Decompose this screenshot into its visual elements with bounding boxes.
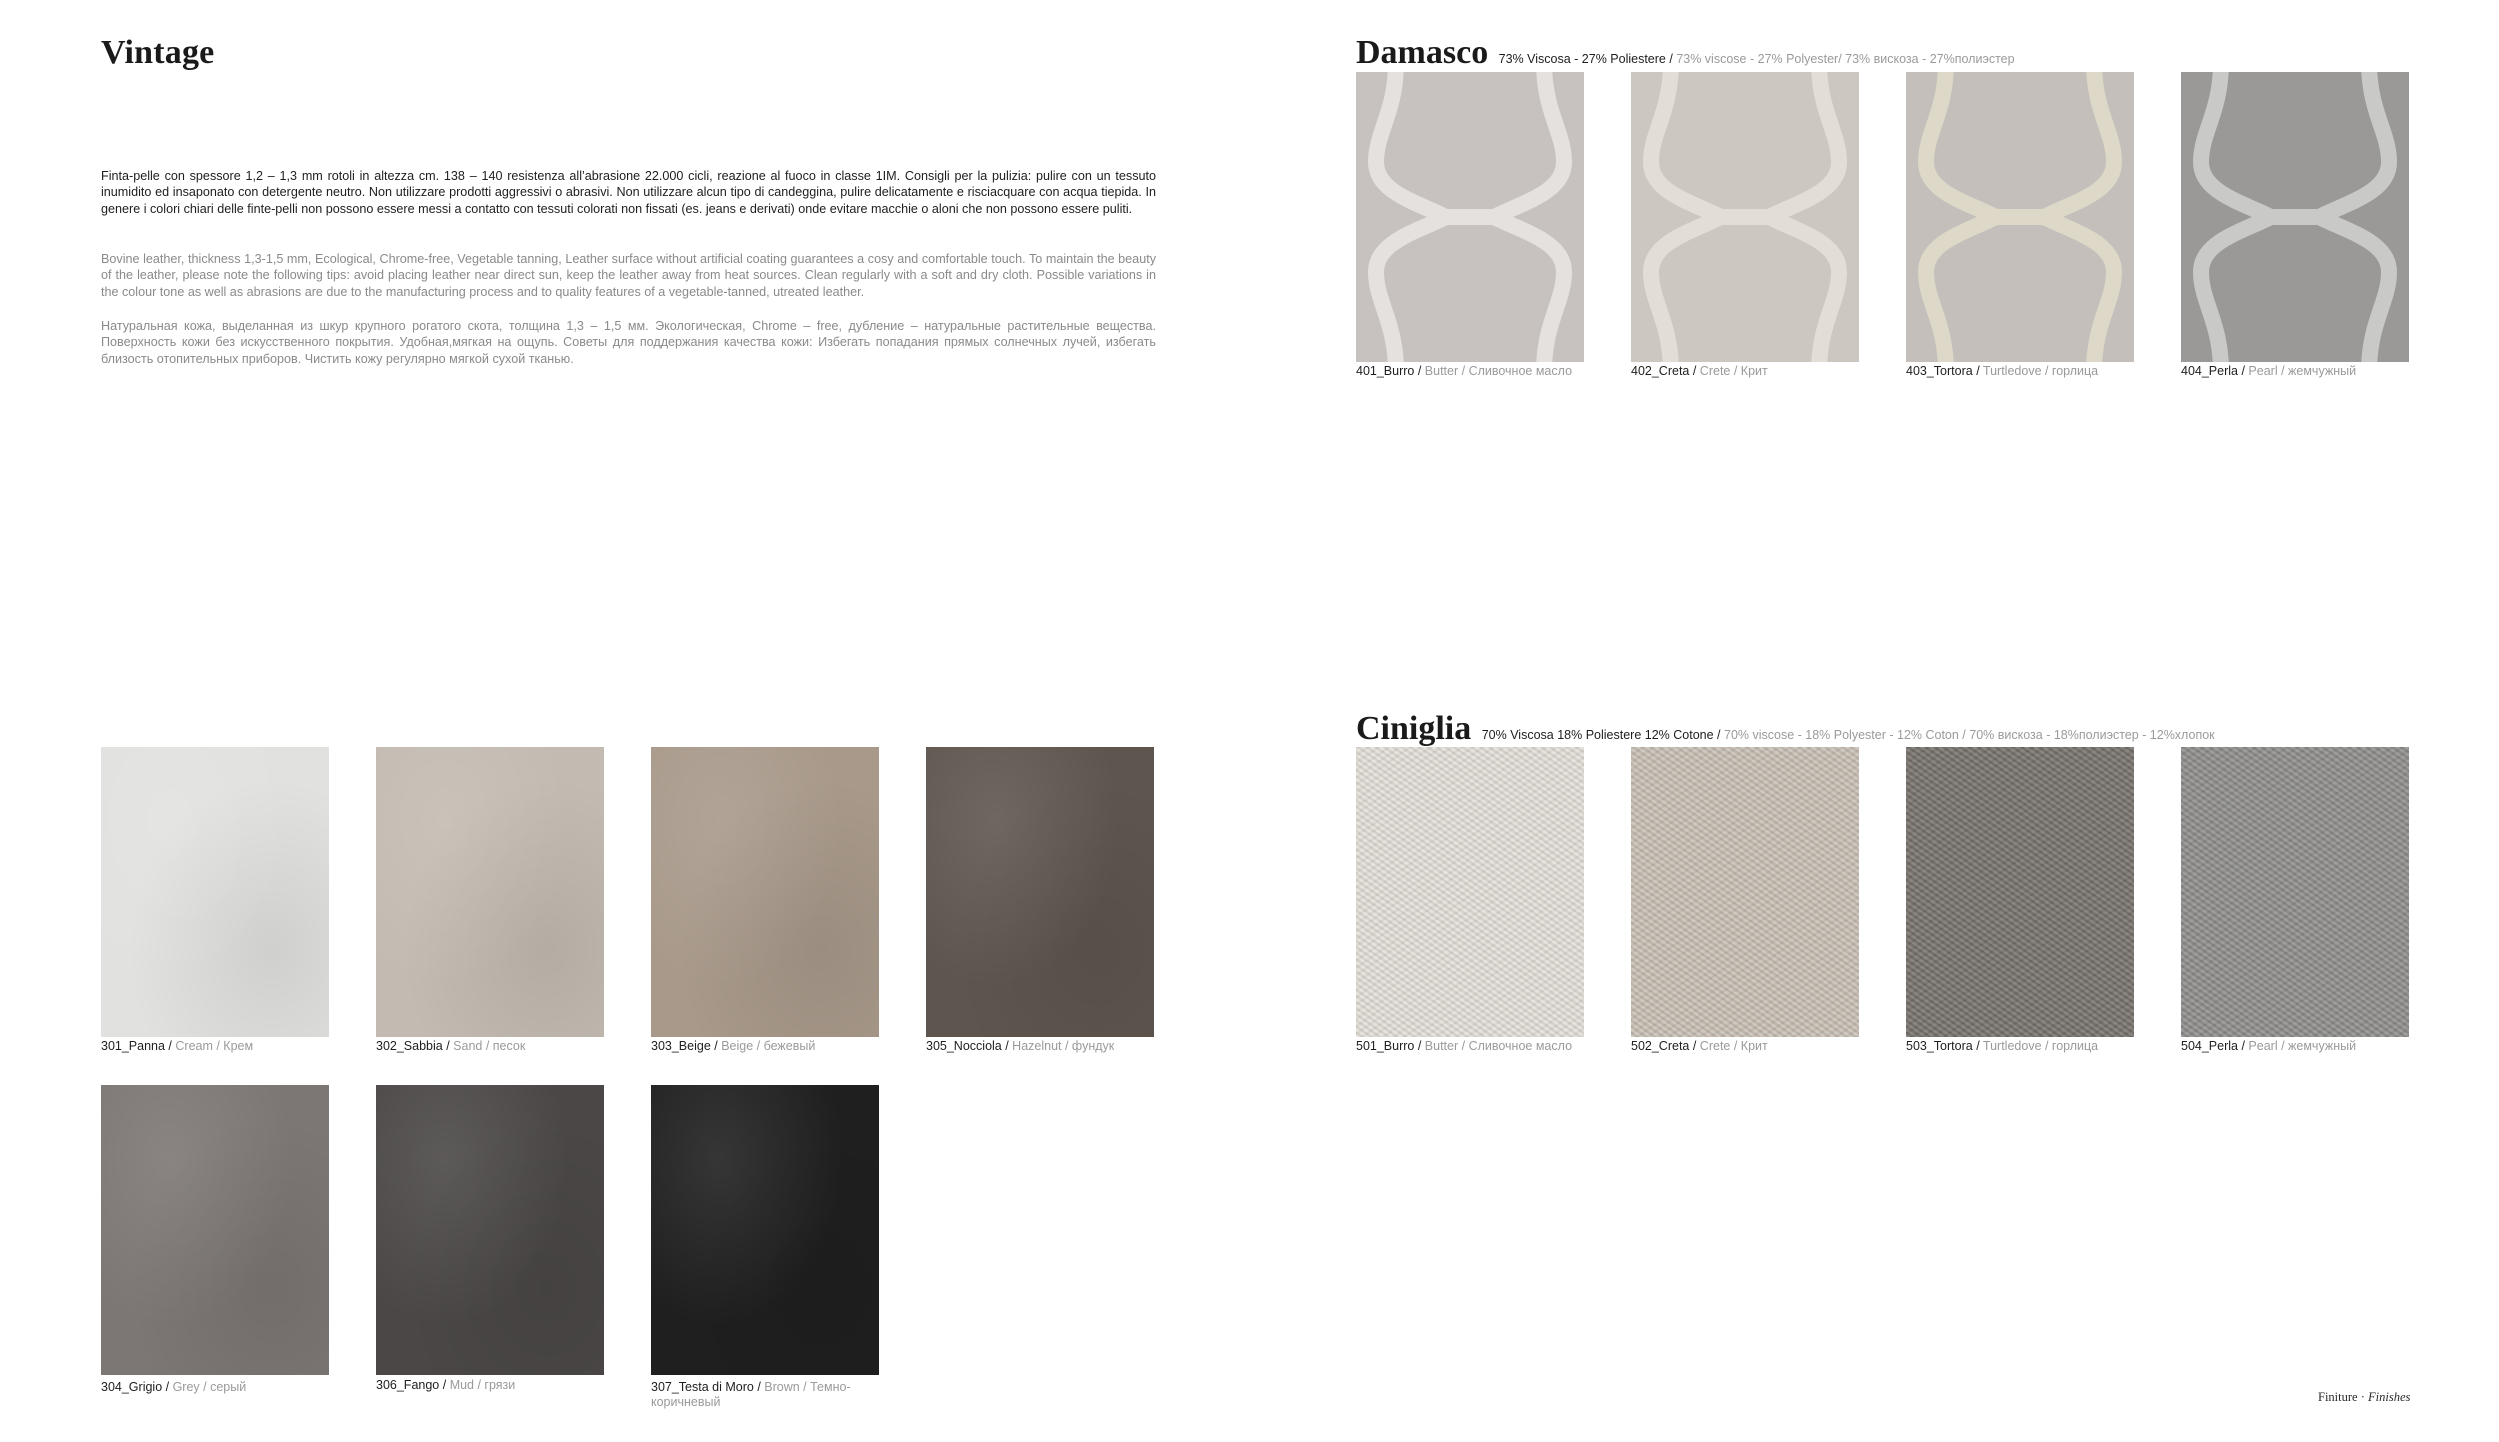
swatch-translation: Mud / грязи [449, 1378, 516, 1392]
ciniglia-composition-translations: 70% viscose - 18% Polyester - 12% Coton / 70% вискоза - 18%полиэстер - 12%хлопок [1724, 728, 2215, 742]
swatch-code: 502_Creta [1631, 1039, 1690, 1053]
ciniglia-title: Ciniglia [1356, 710, 1472, 747]
swatch-translation: Hazelnut / фундук [1012, 1039, 1115, 1053]
swatch-code: 305_Nocciola [926, 1039, 1002, 1053]
damasco-composition [1499, 52, 2015, 66]
caption-vintage-grigio: 304_Grigio / Grey / серый [101, 1380, 247, 1394]
vintage-title: Vintage [101, 34, 215, 71]
caption-ciniglia-tortora: 503_Tortora / Turtledove / горлица [1906, 1039, 2099, 1053]
swatch-code: 302_Sabbia [376, 1039, 443, 1053]
swatch-translation: Crete / Крит [1699, 1039, 1768, 1053]
swatch-damasco-tortora [1906, 72, 2134, 362]
swatch-code: 504_Perla [2181, 1039, 2238, 1053]
caption-damasco-creta: 402_Creta / Crete / Крит [1631, 364, 1768, 378]
footer-label-italic: Finishes [2368, 1390, 2411, 1404]
swatch-code: 402_Creta [1631, 364, 1690, 378]
swatch-code: 306_Fango [376, 1378, 440, 1392]
swatch-ciniglia-tortora [1906, 747, 2134, 1037]
swatch-ciniglia-creta [1631, 747, 1859, 1037]
caption-ciniglia-burro: 501_Burro / Butter / Сливочное масло [1356, 1039, 1573, 1053]
swatch-vintage-grigio [101, 1085, 329, 1375]
swatch-translation: Beige / бежевый [721, 1039, 816, 1053]
caption-ciniglia-creta: 502_Creta / Crete / Крит [1631, 1039, 1768, 1053]
swatch-translation: Pearl / жемчужный [2248, 364, 2357, 378]
swatch-ciniglia-burro [1356, 747, 1584, 1037]
swatch-code: 501_Burro [1356, 1039, 1415, 1053]
damask-motif [1631, 72, 1859, 362]
swatch-translation: Pearl / жемчужный [2248, 1039, 2357, 1053]
caption-damasco-perla: 404_Perla / Pearl / жемчужный [2181, 364, 2357, 378]
swatch-translation: Cream / Крем [175, 1039, 254, 1053]
caption-vintage-beige: 303_Beige / Beige / бежевый [651, 1039, 816, 1053]
vintage-description-russian: Натуральная кожа, выделанная из шкур крупного рогатого скота, толщина 1,3 – 1,5 мм. Экологическая, Chrome – free, дубление – натуральные растительные вещества. Поверхность кожи без искусственного покрытия. Удобная,мягкая на ощупь. Советы для поддержания качества кожи: Избегать попадания прямых солнечных лучей, избегать близость отопительных приборов. Чистить кожу регулярно мягкой сухой тканью. [101, 319, 1156, 366]
swatch-vintage-panna [101, 747, 329, 1037]
swatch-translation: Butter / Сливочное масло [1424, 1039, 1573, 1053]
swatch-vintage-fango [376, 1085, 604, 1375]
caption-damasco-burro: 401_Burro / Butter / Сливочное масло [1356, 364, 1573, 378]
swatch-code: 304_Grigio [101, 1380, 163, 1394]
swatch-code: 403_Tortora [1906, 364, 1973, 378]
damask-motif [2181, 72, 2409, 362]
ciniglia-composition [1482, 728, 2215, 742]
swatch-vintage-sabbia [376, 747, 604, 1037]
swatch-code: 404_Perla [2181, 364, 2238, 378]
damasco-heading [1356, 34, 2015, 72]
page-footer [2318, 1390, 2410, 1405]
caption-vintage-panna: 301_Panna / Cream / Крем [101, 1039, 254, 1053]
damask-motif [1356, 72, 1584, 362]
caption-ciniglia-perla: 504_Perla / Pearl / жемчужный [2181, 1039, 2357, 1053]
vintage-description-english: Bovine leather, thickness 1,3-1,5 mm, Ecological, Chrome-free, Vegetable tanning, Leather surface without artificial coating guarantees a cosy and comfortable touch. To maintain the beauty of the leather, please note the following tips: avoid placing leather near direct sun, keep the leather away from heat sources. Clean regularly with a soft and dry cloth. Possible variations in the colour tone as well as abrasions are due to the manufacturing process and to quality features of a vegetable-tanned, utreated leather. [101, 252, 1156, 299]
swatch-translation: Grey / серый [172, 1380, 247, 1394]
swatch-translation: Turtledove / горлица [1982, 364, 2099, 378]
swatch-damasco-perla [2181, 72, 2409, 362]
swatch-translation: Brown / Темно-коричневый [651, 1380, 851, 1409]
ciniglia-composition-italian: 70% Viscosa 18% Poliestere 12% Cotone / [1481, 728, 1721, 742]
swatch-damasco-creta [1631, 72, 1859, 362]
swatch-code: 401_Burro [1356, 364, 1415, 378]
swatch-vintage-testa-di-moro [651, 1085, 879, 1375]
swatch-code: 503_Tortora [1906, 1039, 1973, 1053]
damasco-composition-italian: 73% Viscosa - 27% Poliestere / [1498, 52, 1673, 66]
swatch-code: 307_Testa di Moro [651, 1380, 754, 1394]
damasco-title: Damasco [1356, 34, 1489, 71]
swatch-damasco-burro [1356, 72, 1584, 362]
ciniglia-heading [1356, 710, 2215, 748]
swatch-translation: Sand / песок [453, 1039, 526, 1053]
footer-label: Finiture · [2318, 1390, 2368, 1404]
caption-vintage-fango: 306_Fango / Mud / грязи [376, 1378, 516, 1392]
swatch-translation: Crete / Крит [1699, 364, 1768, 378]
swatch-ciniglia-perla [2181, 747, 2409, 1037]
caption-vintage-sabbia: 302_Sabbia / Sand / песок [376, 1039, 526, 1053]
swatch-translation: Turtledove / горлица [1982, 1039, 2099, 1053]
swatch-vintage-nocciola [926, 747, 1154, 1037]
swatch-vintage-beige [651, 747, 879, 1037]
caption-damasco-tortora: 403_Tortora / Turtledove / горлица [1906, 364, 2099, 378]
caption-vintage-testa-di-moro: 307_Testa di Moro / Brown / Темно-коричневый [651, 1380, 851, 1409]
damasco-composition-translations: 73% viscose - 27% Polyester/ 73% вискоза - 27%полиэстер [1676, 52, 2015, 66]
swatch-code: 301_Panna [101, 1039, 165, 1053]
vintage-description-italian: Finta-pelle con spessore 1,2 – 1,3 mm rotoli in altezza cm. 138 – 140 resistenza all’abrasione 22.000 cicli, reazione al fuoco in classe 1IM. Consigli per la pulizia: pulire con un tessuto inumidito ed insaponato con detergente neutro. Non utilizzare prodotti aggressivi o abrasivi. Non utilizzare alcun tipo di candeggina, pulire delicatamente e risciacquare con acqua tiepida. In genere i colori chiari delle finte-pelli non possono essere messi a contatto con tessuti colorati non fissati (es. jeans e derivati) onde evitare macchie o aloni che non possono essere puliti. [101, 169, 1156, 216]
swatch-code: 303_Beige [651, 1039, 711, 1053]
damask-motif [1906, 72, 2134, 362]
caption-vintage-nocciola: 305_Nocciola / Hazelnut / фундук [926, 1039, 1115, 1053]
swatch-translation: Butter / Сливочное масло [1424, 364, 1573, 378]
